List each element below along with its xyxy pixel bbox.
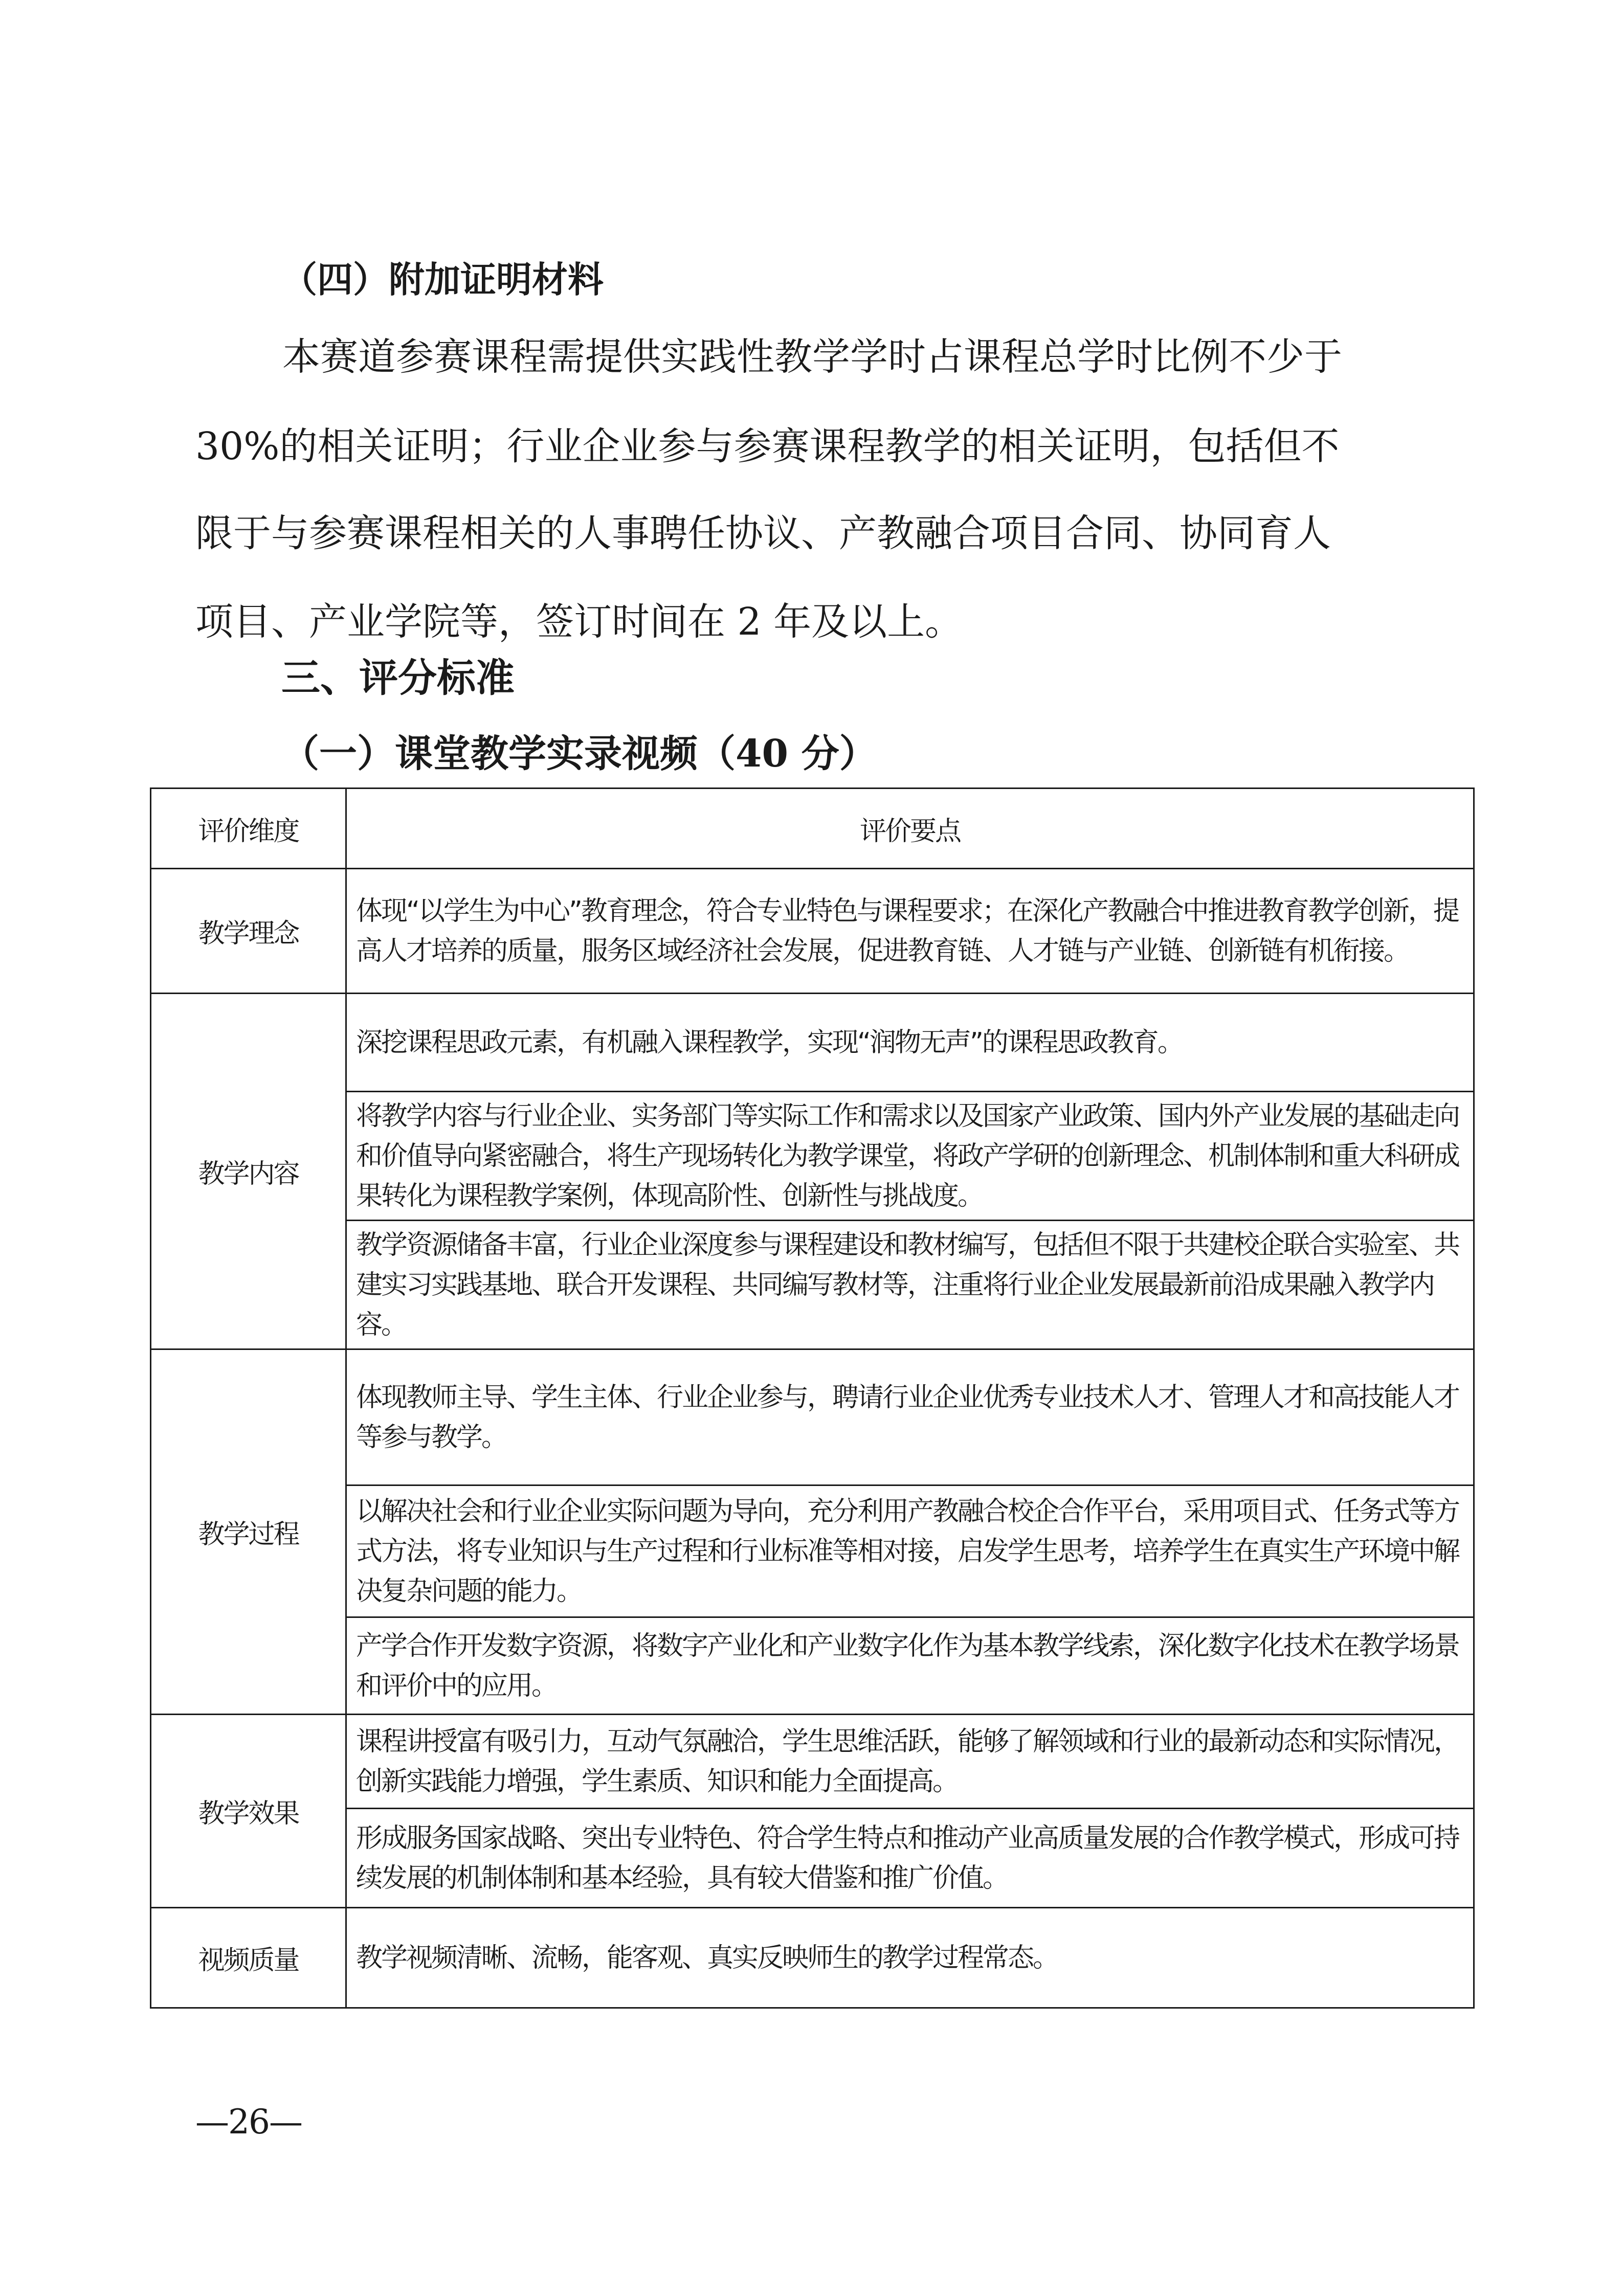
- point-cell: 教学资源储备丰富，行业企业深度参与课程建设和教材编写，包括但不限于共建校企联合实验室、共建实习实践基地、联合开发课程、共同编写教材等，注重将行业企业发展最新前沿成果融入教学内容。: [346, 1221, 1474, 1349]
- table-row: [151, 1617, 1474, 1715]
- dimension-cell: 教学理念: [151, 869, 346, 994]
- paragraph-line: 本赛道参赛课程需提供实践性教学学时占课程总学时比例不少于: [282, 335, 1342, 379]
- table-header-row: [151, 789, 1474, 869]
- table-row: [151, 1485, 1474, 1617]
- subsection-heading-video: （一）课堂教学实录视频（40 分）: [281, 732, 877, 776]
- table-row: [151, 1092, 1474, 1221]
- table-row: [151, 1715, 1474, 1809]
- page-number: —26—: [195, 2102, 302, 2142]
- dimension-cell: 教学效果: [151, 1715, 346, 1908]
- table-row: [151, 1908, 1474, 2008]
- table-row: [151, 869, 1474, 994]
- paragraph-line: 30%的相关证明；行业企业参与参赛课程教学的相关证明，包括但不: [195, 424, 1340, 468]
- dimension-cell: 教学内容: [151, 994, 346, 1349]
- point-cell: 教学视频清晰、流畅，能客观、真实反映师生的教学过程常态。: [346, 1908, 1474, 2008]
- point-cell: 深挖课程思政元素，有机融入课程教学，实现“润物无声”的课程思政教育。: [346, 994, 1474, 1092]
- point-cell: 课程讲授富有吸引力，互动气氛融洽，学生思维活跃，能够了解领域和行业的最新动态和实际情况，创新实践能力增强，学生素质、知识和能力全面提高。: [346, 1715, 1474, 1809]
- evaluation-table: [150, 787, 1475, 2009]
- header-dimension: 评价维度: [151, 789, 346, 869]
- table-row: [151, 1221, 1474, 1349]
- dimension-cell: 教学过程: [151, 1349, 346, 1715]
- table-row: [151, 1809, 1474, 1908]
- table-row: [151, 1349, 1474, 1485]
- point-cell: 体现“以学生为中心”教育理念，符合专业特色与课程要求；在深化产教融合中推进教育教学创新，提高人才培养的质量，服务区域经济社会发展，促进教育链、人才链与产业链、创新链有机衔接。: [346, 869, 1474, 994]
- point-cell: 产学合作开发数字资源，将数字产业化和产业数字化作为基本教学线索，深化数字化技术在教学场景和评价中的应用。: [346, 1617, 1474, 1715]
- dimension-cell: 视频质量: [151, 1908, 346, 2008]
- point-cell: 将教学内容与行业企业、实务部门等实际工作和需求以及国家产业政策、国内外产业发展的基础走向和价值导向紧密融合，将生产现场转化为教学课堂，将政产学研的创新理念、机制体制和重大科研成果转化为课程教学案例，体现高阶性、创新性与挑战度。: [346, 1092, 1474, 1221]
- point-cell: 体现教师主导、学生主体、行业企业参与，聘请行业企业优秀专业技术人才、管理人才和高技能人才等参与教学。: [346, 1349, 1474, 1485]
- point-cell: 以解决社会和行业企业实际问题为导向，充分利用产教融合校企合作平台，采用项目式、任务式等方式方法，将专业知识与生产过程和行业标准等相对接，启发学生思考，培养学生在真实生产环境中解决复杂问题的能力。: [346, 1485, 1474, 1617]
- header-points: 评价要点: [346, 789, 1474, 869]
- table-row: [151, 994, 1474, 1092]
- paragraph-line: 限于与参赛课程相关的人事聘任协议、产教融合项目合同、协同育人: [195, 511, 1331, 555]
- paragraph-line: 项目、产业学院等，签订时间在 2 年及以上。: [195, 600, 963, 644]
- section-heading-scoring: 三、评分标准: [281, 655, 515, 701]
- section-heading-attachments: （四）附加证明材料: [281, 258, 604, 301]
- point-cell: 形成服务国家战略、突出专业特色、符合学生特点和推动产业高质量发展的合作教学模式，形成可持续发展的机制体制和基本经验，具有较大借鉴和推广价值。: [346, 1809, 1474, 1908]
- attachments-paragraph: [195, 331, 1433, 689]
